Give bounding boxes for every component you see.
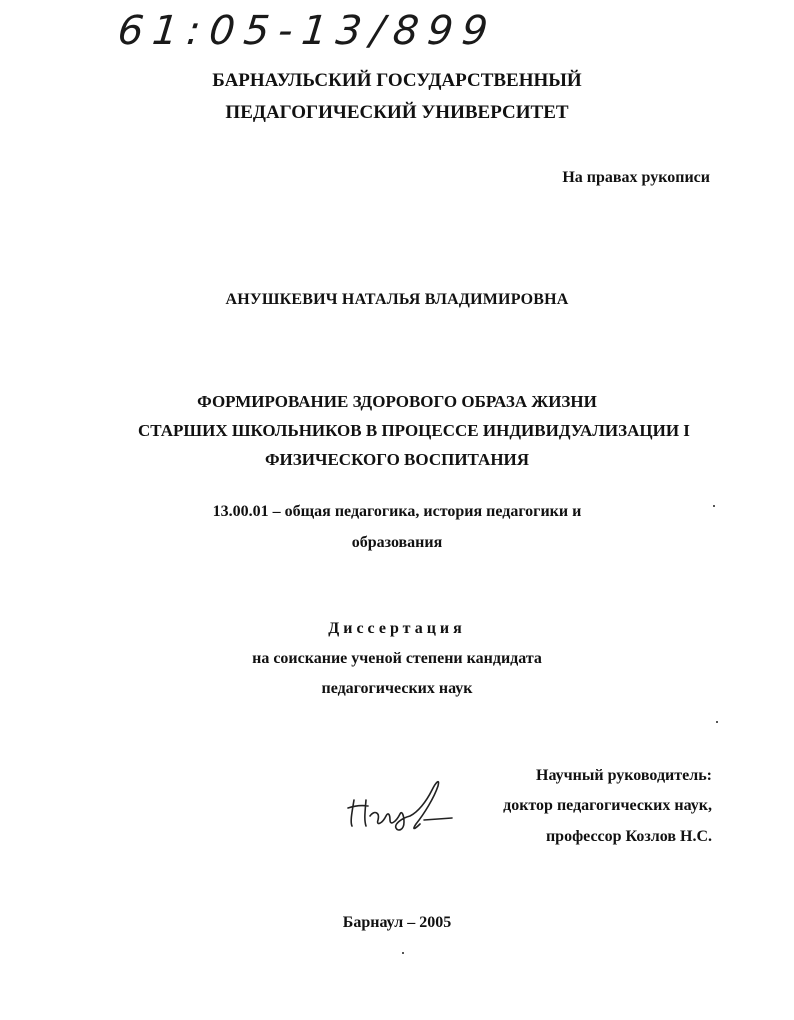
university-name-line-1: БАРНАУЛЬСКИЙ ГОСУДАРСТВЕННЫЙ [212,70,582,91]
degree-line-1: на соискание ученой степени кандидата [252,650,542,667]
specialty-line-1: 13.00.01 – общая педагогика, история педагогики и [212,503,582,520]
supervisor-name: профессор Козлов Н.С. [545,828,712,845]
scan-speck [402,952,404,954]
supervisor-signature [340,772,470,832]
thesis-title-line-2: СТАРШИХ ШКОЛЬНИКОВ В ПРОЦЕССЕ ИНДИВИДУАЛИЗАЦИИ I [138,421,690,440]
scan-speck [713,505,715,507]
degree-line-2: педагогических наук [321,680,473,697]
manuscript-note: На правах рукописи [562,169,710,186]
supervisor-degree: доктор педагогических наук, [503,797,712,814]
author-name: АНУШКЕВИЧ НАТАЛЬЯ ВЛАДИМИРОВНА [225,291,569,308]
city-year: Барнаул – 2005 [342,914,452,931]
specialty-line-2: образования [351,534,443,551]
handwritten-archive-number: 61:05-13/899 [115,8,499,54]
thesis-title-line-3: ФИЗИЧЕСКОГО ВОСПИТАНИЯ [264,450,530,469]
scan-speck [716,721,718,723]
thesis-title-line-1: ФОРМИРОВАНИЕ ЗДОРОВОГО ОБРАЗА ЖИЗНИ [197,392,597,411]
university-name-line-2: ПЕДАГОГИЧЕСКИЙ УНИВЕРСИТЕТ [225,102,569,123]
supervisor-label: Научный руководитель: [536,767,712,784]
dissertation-heading: Диссертация [328,620,466,637]
